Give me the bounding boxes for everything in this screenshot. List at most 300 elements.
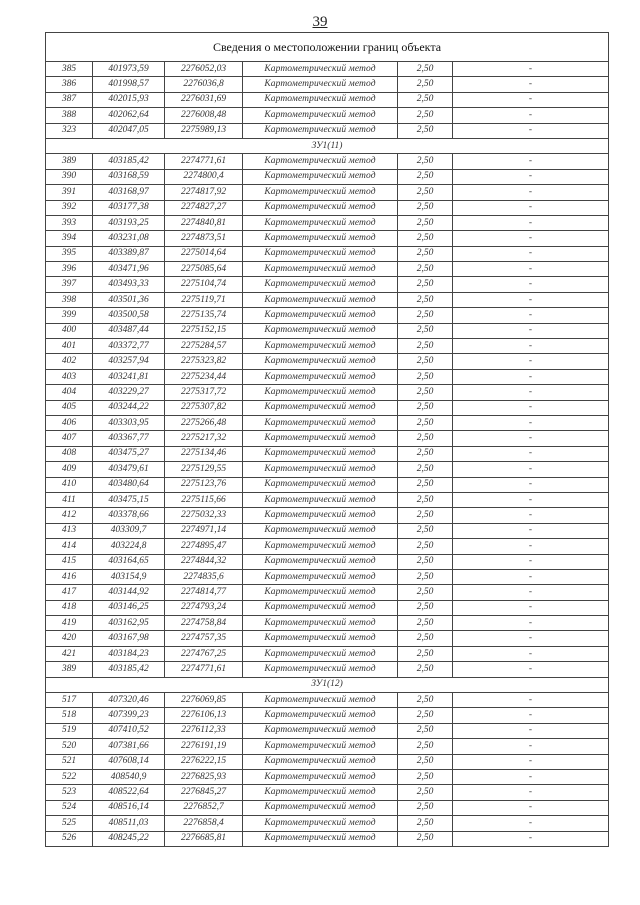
cell-coord-x: 403479,61 <box>93 462 165 477</box>
cell-point-number: 323 <box>46 123 93 138</box>
cell-coord-x: 403389,87 <box>93 246 165 261</box>
table-row <box>46 616 609 631</box>
table-row <box>46 446 609 461</box>
cell-point-number: 400 <box>46 323 93 338</box>
cell-point-number: 389 <box>46 154 93 169</box>
cell-note: - <box>453 446 609 461</box>
cell-coord-y: 2274758,84 <box>165 616 243 631</box>
cell-point-number: 398 <box>46 292 93 307</box>
cell-note: - <box>453 723 609 738</box>
cell-precision: 2,50 <box>398 816 453 831</box>
cell-coord-x: 403475,15 <box>93 492 165 507</box>
cell-point-number: 395 <box>46 246 93 261</box>
cell-method: Картометрический метод <box>243 431 398 446</box>
cell-method: Картометрический метод <box>243 200 398 215</box>
cell-coord-x: 402047,05 <box>93 123 165 138</box>
cell-point-number: 393 <box>46 215 93 230</box>
cell-point-number: 411 <box>46 492 93 507</box>
table-row <box>46 693 609 708</box>
cell-coord-y: 2276036,8 <box>165 77 243 92</box>
cell-precision: 2,50 <box>398 415 453 430</box>
cell-note: - <box>453 785 609 800</box>
cell-precision: 2,50 <box>398 339 453 354</box>
cell-coord-x: 403475,27 <box>93 446 165 461</box>
cell-point-number: 416 <box>46 569 93 584</box>
section-label: ЗУ1(11) <box>46 138 609 153</box>
cell-method: Картометрический метод <box>243 154 398 169</box>
cell-precision: 2,50 <box>398 277 453 292</box>
cell-precision: 2,50 <box>398 539 453 554</box>
cell-coord-y: 2275234,44 <box>165 369 243 384</box>
cell-coord-x: 403168,97 <box>93 185 165 200</box>
table-row <box>46 354 609 369</box>
cell-point-number: 406 <box>46 415 93 430</box>
cell-note: - <box>453 477 609 492</box>
table-row <box>46 492 609 507</box>
cell-coord-y: 2276825,93 <box>165 769 243 784</box>
table-row <box>46 339 609 354</box>
table-row <box>46 123 609 138</box>
cell-note: - <box>453 646 609 661</box>
cell-note: - <box>453 831 609 846</box>
cell-coord-x: 403241,81 <box>93 369 165 384</box>
cell-method: Картометрический метод <box>243 385 398 400</box>
cell-note: - <box>453 616 609 631</box>
cell-precision: 2,50 <box>398 600 453 615</box>
cell-method: Картометрический метод <box>243 339 398 354</box>
cell-point-number: 386 <box>46 77 93 92</box>
cell-coord-x: 403231,08 <box>93 231 165 246</box>
cell-coord-y: 2274895,47 <box>165 539 243 554</box>
cell-point-number: 396 <box>46 262 93 277</box>
cell-precision: 2,50 <box>398 739 453 754</box>
table-row <box>46 215 609 230</box>
cell-coord-y: 2276191,19 <box>165 739 243 754</box>
cell-coord-y: 2275317,72 <box>165 385 243 400</box>
cell-note: - <box>453 92 609 107</box>
cell-point-number: 414 <box>46 539 93 554</box>
section-header-row <box>46 677 609 692</box>
table-row <box>46 554 609 569</box>
cell-coord-x: 403154,9 <box>93 569 165 584</box>
cell-precision: 2,50 <box>398 492 453 507</box>
cell-method: Картометрический метод <box>243 446 398 461</box>
cell-point-number: 401 <box>46 339 93 354</box>
table-row <box>46 785 609 800</box>
cell-coord-y: 2274835,6 <box>165 569 243 584</box>
cell-precision: 2,50 <box>398 385 453 400</box>
cell-precision: 2,50 <box>398 569 453 584</box>
cell-coord-x: 403303,95 <box>93 415 165 430</box>
table-row <box>46 539 609 554</box>
cell-coord-x: 403493,33 <box>93 277 165 292</box>
cell-coord-y: 2275989,13 <box>165 123 243 138</box>
cell-precision: 2,50 <box>398 754 453 769</box>
cell-coord-x: 407320,46 <box>93 693 165 708</box>
cell-note: - <box>453 246 609 261</box>
cell-point-number: 418 <box>46 600 93 615</box>
cell-precision: 2,50 <box>398 200 453 215</box>
cell-coord-x: 407410,52 <box>93 723 165 738</box>
cell-method: Картометрический метод <box>243 108 398 123</box>
cell-method: Картометрический метод <box>243 508 398 523</box>
cell-coord-x: 403480,64 <box>93 477 165 492</box>
cell-point-number: 391 <box>46 185 93 200</box>
cell-note: - <box>453 631 609 646</box>
cell-precision: 2,50 <box>398 723 453 738</box>
cell-point-number: 420 <box>46 631 93 646</box>
cell-coord-y: 2275123,76 <box>165 477 243 492</box>
cell-coord-y: 2274800,4 <box>165 169 243 184</box>
cell-method: Картометрический метод <box>243 800 398 815</box>
cell-point-number: 522 <box>46 769 93 784</box>
cell-point-number: 394 <box>46 231 93 246</box>
table-row <box>46 508 609 523</box>
cell-precision: 2,50 <box>398 616 453 631</box>
cell-precision: 2,50 <box>398 185 453 200</box>
cell-coord-x: 403184,23 <box>93 646 165 661</box>
cell-coord-x: 403372,77 <box>93 339 165 354</box>
cell-note: - <box>453 185 609 200</box>
cell-note: - <box>453 462 609 477</box>
cell-coord-y: 2275032,33 <box>165 508 243 523</box>
cell-coord-x: 403229,27 <box>93 385 165 400</box>
table-row <box>46 62 609 77</box>
table-row <box>46 800 609 815</box>
cell-coord-x: 403177,38 <box>93 200 165 215</box>
cell-method: Картометрический метод <box>243 277 398 292</box>
cell-coord-x: 408245,22 <box>93 831 165 846</box>
page-number: 39 <box>312 14 328 30</box>
cell-coord-x: 403167,98 <box>93 631 165 646</box>
table-row <box>46 277 609 292</box>
cell-method: Картометрический метод <box>243 477 398 492</box>
table-row <box>46 385 609 400</box>
cell-note: - <box>453 554 609 569</box>
cell-method: Картометрический метод <box>243 92 398 107</box>
cell-note: - <box>453 693 609 708</box>
table-row <box>46 708 609 723</box>
cell-precision: 2,50 <box>398 631 453 646</box>
cell-point-number: 421 <box>46 646 93 661</box>
cell-precision: 2,50 <box>398 231 453 246</box>
cell-method: Картометрический метод <box>243 415 398 430</box>
cell-note: - <box>453 77 609 92</box>
cell-point-number: 403 <box>46 369 93 384</box>
cell-precision: 2,50 <box>398 323 453 338</box>
cell-coord-x: 403162,95 <box>93 616 165 631</box>
cell-precision: 2,50 <box>398 369 453 384</box>
cell-point-number: 392 <box>46 200 93 215</box>
cell-coord-x: 403185,42 <box>93 662 165 677</box>
cell-note: - <box>453 492 609 507</box>
cell-method: Картометрический метод <box>243 400 398 415</box>
table-row <box>46 154 609 169</box>
cell-point-number: 390 <box>46 169 93 184</box>
cell-point-number: 521 <box>46 754 93 769</box>
cell-point-number: 415 <box>46 554 93 569</box>
cell-method: Картометрический метод <box>243 215 398 230</box>
cell-coord-y: 2274771,61 <box>165 154 243 169</box>
cell-coord-x: 402015,93 <box>93 92 165 107</box>
cell-precision: 2,50 <box>398 693 453 708</box>
cell-coord-x: 403168,59 <box>93 169 165 184</box>
cell-note: - <box>453 569 609 584</box>
cell-method: Картометрический метод <box>243 169 398 184</box>
cell-note: - <box>453 739 609 754</box>
cell-coord-x: 403309,7 <box>93 523 165 538</box>
cell-method: Картометрический метод <box>243 754 398 769</box>
cell-note: - <box>453 369 609 384</box>
cell-coord-x: 407399,23 <box>93 708 165 723</box>
cell-coord-y: 2276858,4 <box>165 816 243 831</box>
cell-precision: 2,50 <box>398 708 453 723</box>
cell-method: Картометрический метод <box>243 662 398 677</box>
cell-note: - <box>453 754 609 769</box>
table-row <box>46 754 609 769</box>
cell-precision: 2,50 <box>398 769 453 784</box>
cell-coord-y: 2276008,48 <box>165 108 243 123</box>
cell-note: - <box>453 308 609 323</box>
cell-coord-y: 2276106,13 <box>165 708 243 723</box>
cell-method: Картометрический метод <box>243 354 398 369</box>
cell-method: Картометрический метод <box>243 246 398 261</box>
cell-coord-x: 408522,64 <box>93 785 165 800</box>
table-row <box>46 631 609 646</box>
cell-coord-x: 403487,44 <box>93 323 165 338</box>
cell-method: Картометрический метод <box>243 262 398 277</box>
table-row <box>46 739 609 754</box>
cell-note: - <box>453 231 609 246</box>
cell-point-number: 517 <box>46 693 93 708</box>
cell-coord-x: 403471,96 <box>93 262 165 277</box>
cell-method: Картометрический метод <box>243 523 398 538</box>
cell-point-number: 525 <box>46 816 93 831</box>
cell-note: - <box>453 108 609 123</box>
cell-coord-y: 2275129,55 <box>165 462 243 477</box>
cell-point-number: 389 <box>46 662 93 677</box>
cell-precision: 2,50 <box>398 800 453 815</box>
cell-point-number: 413 <box>46 523 93 538</box>
cell-point-number: 402 <box>46 354 93 369</box>
cell-note: - <box>453 800 609 815</box>
cell-precision: 2,50 <box>398 508 453 523</box>
cell-point-number: 397 <box>46 277 93 292</box>
cell-precision: 2,50 <box>398 262 453 277</box>
cell-note: - <box>453 154 609 169</box>
cell-point-number: 520 <box>46 739 93 754</box>
table-row <box>46 585 609 600</box>
table-row <box>46 723 609 738</box>
cell-note: - <box>453 508 609 523</box>
cell-method: Картометрический метод <box>243 231 398 246</box>
cell-method: Картометрический метод <box>243 62 398 77</box>
cell-point-number: 408 <box>46 446 93 461</box>
cell-precision: 2,50 <box>398 831 453 846</box>
cell-coord-x: 407381,66 <box>93 739 165 754</box>
cell-precision: 2,50 <box>398 554 453 569</box>
cell-coord-x: 403257,94 <box>93 354 165 369</box>
cell-method: Картометрический метод <box>243 292 398 307</box>
cell-coord-x: 403193,25 <box>93 215 165 230</box>
cell-note: - <box>453 523 609 538</box>
cell-point-number: 519 <box>46 723 93 738</box>
cell-coord-x: 403367,77 <box>93 431 165 446</box>
cell-method: Картометрический метод <box>243 539 398 554</box>
table-row <box>46 523 609 538</box>
cell-coord-y: 2275307,82 <box>165 400 243 415</box>
cell-coord-y: 2275323,82 <box>165 354 243 369</box>
cell-note: - <box>453 600 609 615</box>
cell-coord-x: 403164,65 <box>93 554 165 569</box>
cell-note: - <box>453 816 609 831</box>
table-row <box>46 246 609 261</box>
cell-coord-y: 2274817,92 <box>165 185 243 200</box>
boundary-coordinates-table <box>45 32 609 847</box>
cell-point-number: 385 <box>46 62 93 77</box>
cell-coord-y: 2276031,69 <box>165 92 243 107</box>
cell-method: Картометрический метод <box>243 831 398 846</box>
cell-coord-y: 2275104,74 <box>165 277 243 292</box>
cell-precision: 2,50 <box>398 477 453 492</box>
cell-coord-y: 2275014,64 <box>165 246 243 261</box>
cell-coord-x: 402062,64 <box>93 108 165 123</box>
cell-precision: 2,50 <box>398 585 453 600</box>
cell-precision: 2,50 <box>398 523 453 538</box>
section-label: ЗУ1(12) <box>46 677 609 692</box>
cell-coord-x: 403500,58 <box>93 308 165 323</box>
cell-method: Картометрический метод <box>243 185 398 200</box>
cell-note: - <box>453 339 609 354</box>
cell-point-number: 417 <box>46 585 93 600</box>
table-row <box>46 200 609 215</box>
cell-method: Картометрический метод <box>243 123 398 138</box>
cell-coord-x: 401973,59 <box>93 62 165 77</box>
cell-precision: 2,50 <box>398 92 453 107</box>
table-row <box>46 400 609 415</box>
table-row <box>46 185 609 200</box>
cell-note: - <box>453 415 609 430</box>
cell-precision: 2,50 <box>398 123 453 138</box>
cell-note: - <box>453 431 609 446</box>
cell-note: - <box>453 262 609 277</box>
cell-method: Картометрический метод <box>243 785 398 800</box>
cell-note: - <box>453 169 609 184</box>
cell-coord-y: 2275134,46 <box>165 446 243 461</box>
cell-coord-y: 2274757,35 <box>165 631 243 646</box>
cell-method: Картометрический метод <box>243 616 398 631</box>
cell-precision: 2,50 <box>398 646 453 661</box>
cell-coord-y: 2276069,85 <box>165 693 243 708</box>
cell-coord-x: 403185,42 <box>93 154 165 169</box>
cell-method: Картометрический метод <box>243 569 398 584</box>
table-row <box>46 769 609 784</box>
cell-precision: 2,50 <box>398 400 453 415</box>
cell-coord-y: 2276112,33 <box>165 723 243 738</box>
cell-method: Картометрический метод <box>243 77 398 92</box>
cell-method: Картометрический метод <box>243 600 398 615</box>
cell-coord-x: 408540,9 <box>93 769 165 784</box>
cell-precision: 2,50 <box>398 785 453 800</box>
cell-point-number: 387 <box>46 92 93 107</box>
table-title: Сведения о местоположении границ объекта <box>46 33 609 62</box>
cell-method: Картометрический метод <box>243 708 398 723</box>
table-row <box>46 831 609 846</box>
cell-coord-y: 2274771,61 <box>165 662 243 677</box>
table-row <box>46 231 609 246</box>
cell-method: Картометрический метод <box>243 816 398 831</box>
cell-note: - <box>453 292 609 307</box>
cell-precision: 2,50 <box>398 108 453 123</box>
cell-coord-y: 2274767,25 <box>165 646 243 661</box>
cell-coord-y: 2274827,27 <box>165 200 243 215</box>
cell-method: Картометрический метод <box>243 462 398 477</box>
cell-coord-y: 2274844,32 <box>165 554 243 569</box>
cell-note: - <box>453 277 609 292</box>
cell-point-number: 518 <box>46 708 93 723</box>
cell-point-number: 388 <box>46 108 93 123</box>
cell-coord-y: 2274971,14 <box>165 523 243 538</box>
table-row <box>46 369 609 384</box>
cell-method: Картометрический метод <box>243 585 398 600</box>
table-row <box>46 169 609 184</box>
cell-precision: 2,50 <box>398 215 453 230</box>
cell-coord-y: 2274814,77 <box>165 585 243 600</box>
cell-note: - <box>453 662 609 677</box>
cell-method: Картометрический метод <box>243 646 398 661</box>
table-row <box>46 77 609 92</box>
cell-coord-y: 2275135,74 <box>165 308 243 323</box>
cell-method: Картометрический метод <box>243 693 398 708</box>
cell-coord-y: 2274873,51 <box>165 231 243 246</box>
cell-coord-y: 2276052,03 <box>165 62 243 77</box>
table-row <box>46 262 609 277</box>
cell-method: Картометрический метод <box>243 323 398 338</box>
table-row <box>46 292 609 307</box>
table-row <box>46 415 609 430</box>
table-title-row <box>46 33 609 62</box>
cell-precision: 2,50 <box>398 77 453 92</box>
cell-precision: 2,50 <box>398 169 453 184</box>
cell-method: Картометрический метод <box>243 369 398 384</box>
cell-coord-x: 403224,8 <box>93 539 165 554</box>
cell-coord-y: 2275119,71 <box>165 292 243 307</box>
cell-precision: 2,50 <box>398 354 453 369</box>
table-row <box>46 816 609 831</box>
cell-precision: 2,50 <box>398 246 453 261</box>
cell-coord-y: 2276685,81 <box>165 831 243 846</box>
cell-note: - <box>453 539 609 554</box>
cell-coord-x: 403378,66 <box>93 508 165 523</box>
cell-precision: 2,50 <box>398 62 453 77</box>
cell-coord-x: 403146,25 <box>93 600 165 615</box>
table-row <box>46 462 609 477</box>
cell-point-number: 399 <box>46 308 93 323</box>
table-row <box>46 662 609 677</box>
cell-note: - <box>453 62 609 77</box>
cell-precision: 2,50 <box>398 662 453 677</box>
cell-point-number: 409 <box>46 462 93 477</box>
cell-note: - <box>453 200 609 215</box>
table-row <box>46 569 609 584</box>
cell-point-number: 410 <box>46 477 93 492</box>
cell-precision: 2,50 <box>398 292 453 307</box>
cell-precision: 2,50 <box>398 446 453 461</box>
cell-note: - <box>453 215 609 230</box>
cell-method: Картометрический метод <box>243 308 398 323</box>
table-row <box>46 92 609 107</box>
cell-coord-y: 2274840,81 <box>165 215 243 230</box>
